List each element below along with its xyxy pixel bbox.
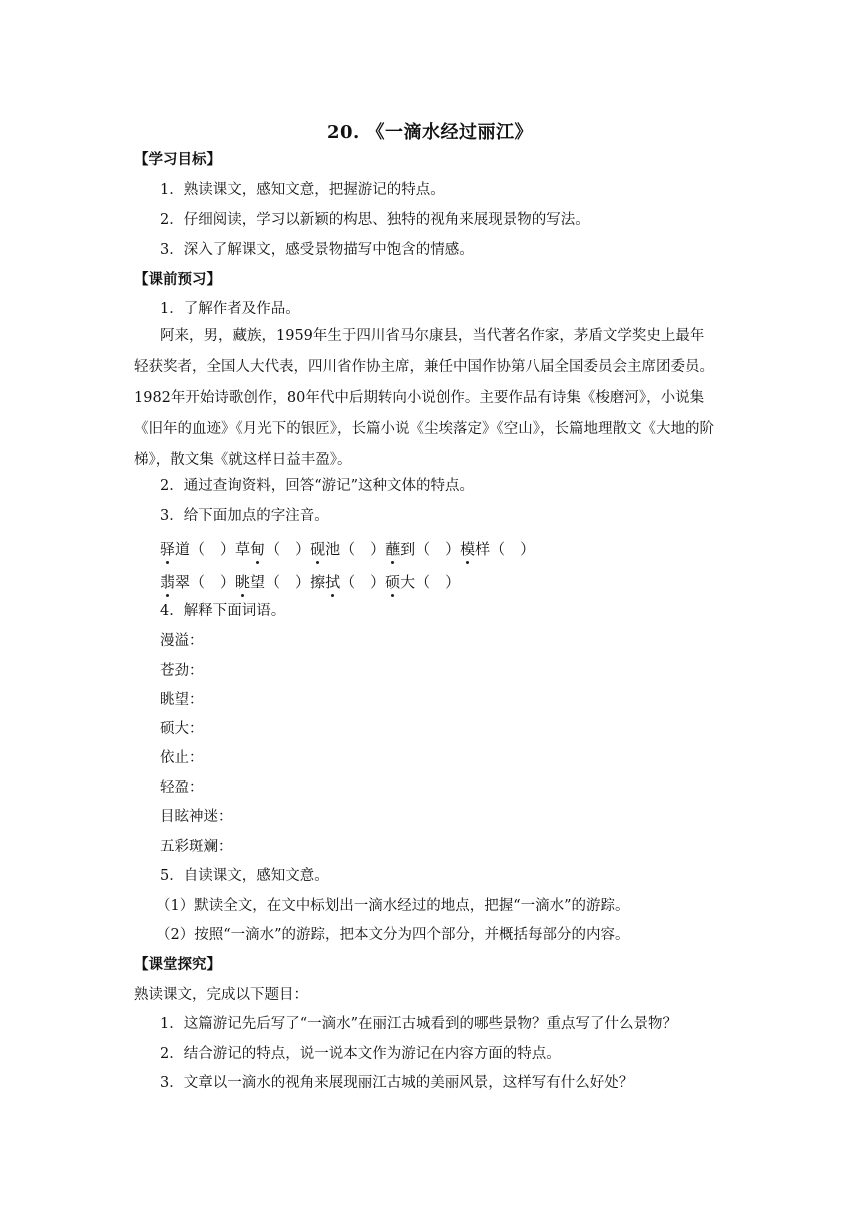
- goals-heading: 【学习目标】: [134, 151, 221, 168]
- pinyin-row-1: [160, 538, 535, 559]
- dotted-character: 硕: [385, 573, 401, 591]
- author-paragraph: [134, 321, 744, 476]
- word-entry: 眺望：: [160, 692, 204, 708]
- pinyin-post: 望（ ）: [250, 573, 311, 591]
- pinyin-post: （ ）: [340, 573, 386, 591]
- dotted-character: 模: [460, 540, 476, 558]
- word-entry: 苍劲：: [160, 663, 204, 679]
- pinyin-post: （ ）: [265, 540, 311, 558]
- author-line: 1982年开始诗歌创作，80年代中后期转向小说创作。主要作品有诗集《梭磨河》，小说集: [134, 390, 705, 406]
- author-line: 阿来，男，藏族，1959年生于四川省马尔康县，当代著名作家，茅盾文学奖史上最年: [160, 328, 705, 344]
- author-line: 轻获奖者，全国人大代表，四川省作协主席，兼任中国作协第八届全国委员会主席团委员。: [134, 359, 714, 375]
- pinyin-post: 道（ ）: [175, 540, 236, 558]
- dotted-character: 眺: [235, 573, 251, 591]
- explore-item: 2．结合游记的特点，说一说本文作为游记在内容方面的特点。: [160, 1046, 561, 1062]
- dotted-character: 甸: [250, 540, 266, 558]
- explore-item: 3．文章以一滴水的视角来展现丽江古城的美丽风景，这样写有什么好处？: [160, 1075, 634, 1091]
- explore-heading: 【课堂探究】: [134, 956, 221, 973]
- pinyin-item: [310, 573, 385, 591]
- page-title: 20. 《一滴水经过丽江》: [326, 122, 534, 143]
- word-entry: 硕大：: [160, 721, 204, 737]
- preview-question-5: 5．自读课文，感知文意。: [160, 868, 329, 884]
- explore-intro: 熟读课文，完成以下题目：: [134, 987, 308, 1003]
- word-entry: 漫溢：: [160, 633, 204, 649]
- pinyin-item: [235, 573, 310, 591]
- preview-question-3: 3．给下面加点的字注音。: [160, 508, 329, 524]
- pinyin-pre: 草: [235, 540, 251, 558]
- pinyin-pre: 擦: [310, 573, 326, 591]
- preview-question-1: 1．了解作者及作品。: [160, 301, 300, 317]
- dotted-character: 砚: [310, 540, 326, 558]
- pinyin-post: 到（ ）: [400, 540, 461, 558]
- word-entry: 五彩斑斓：: [160, 839, 233, 855]
- dotted-character: 驿: [160, 540, 176, 558]
- dotted-character: 蘸: [385, 540, 401, 558]
- pinyin-item: [310, 540, 385, 558]
- pinyin-post: 池（ ）: [325, 540, 386, 558]
- pinyin-item: [385, 573, 460, 591]
- question-5-item: （2）按照“一滴水”的游踪，把本文分为四个部分，并概括每部分的内容。: [156, 927, 630, 943]
- pinyin-post: 翠（ ）: [175, 573, 236, 591]
- pinyin-post: 大（ ）: [400, 573, 461, 591]
- goal-item: 1．熟读课文，感知文意，把握游记的特点。: [160, 182, 445, 198]
- dotted-character: 翡: [160, 573, 176, 591]
- pinyin-row-2: [160, 571, 460, 592]
- author-line: 《旧年的血迹》《月光下的银匠》，长篇小说《尘埃落定》《空山》，长篇地理散文《大地的阶: [134, 421, 714, 437]
- dotted-character: 拭: [325, 573, 341, 591]
- pinyin-item: [235, 540, 310, 558]
- goal-item: 2．仔细阅读，学习以新颖的构思、独特的视角来展现景物的写法。: [160, 212, 590, 228]
- preview-heading: 【课前预习】: [134, 271, 221, 288]
- word-entry: 目眩神迷：: [160, 809, 233, 825]
- author-line: 梯》，散文集《就这样日益丰盈》。: [134, 452, 352, 468]
- question-5-item: （1）默读全文，在文中标划出一滴水经过的地点，把握“一滴水”的游踪。: [156, 898, 630, 914]
- pinyin-item: [160, 540, 235, 558]
- pinyin-item: [160, 573, 235, 591]
- preview-question-2: 2．通过查询资料，回答“游记”这种文体的特点。: [160, 478, 475, 494]
- pinyin-post: 样（ ）: [475, 540, 536, 558]
- word-entry: 依止：: [160, 750, 204, 766]
- explore-item: 1．这篇游记先后写了“一滴水”在丽江古城看到的哪些景物？重点写了什么景物？: [160, 1016, 678, 1032]
- word-entry: 轻盈：: [160, 780, 204, 796]
- pinyin-item: [460, 540, 535, 558]
- pinyin-item: [385, 540, 460, 558]
- goal-item: 3．深入了解课文，感受景物描写中饱含的情感。: [160, 242, 474, 258]
- preview-question-4: 4．解释下面词语。: [160, 603, 286, 619]
